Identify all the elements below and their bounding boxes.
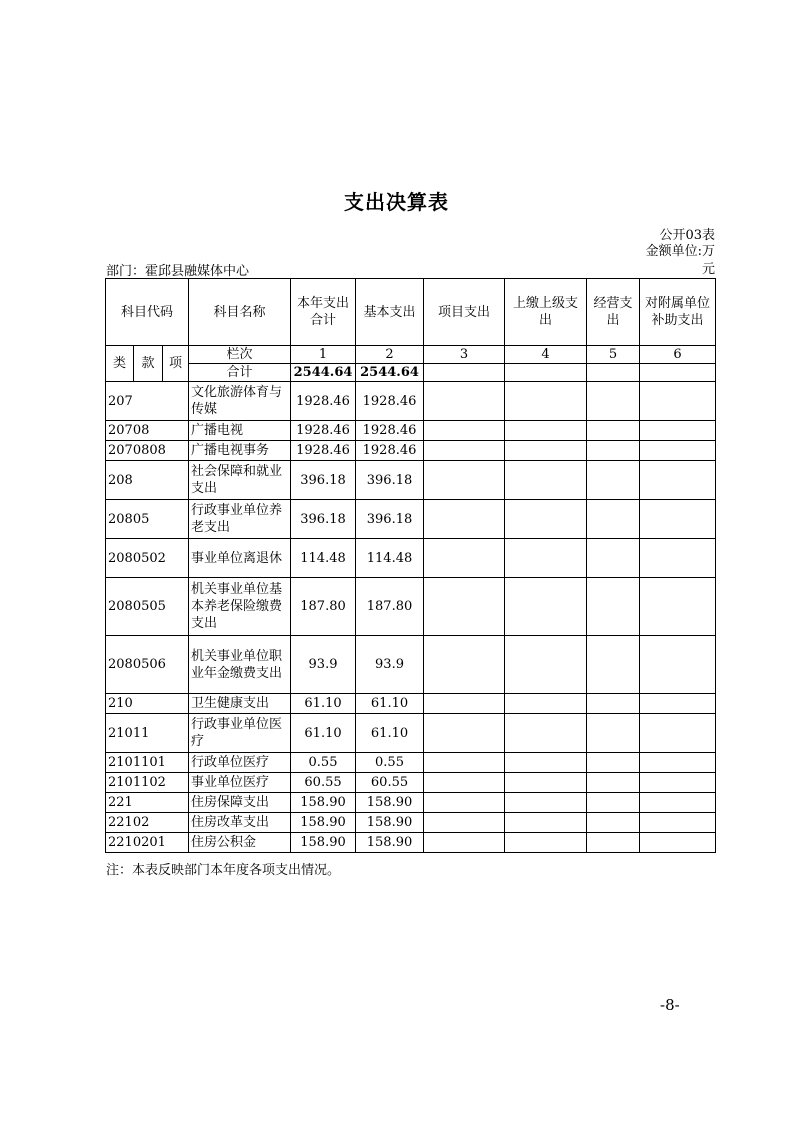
total-basic: 2544.64 [356,364,424,382]
business-amount [587,694,640,714]
col-number-5: 5 [587,346,640,364]
col-number-2: 2 [356,346,424,364]
subject-code: 2101102 [106,773,189,793]
header-row [106,279,716,346]
total-label: 合计 [189,364,291,382]
total-amount: 396.18 [291,500,356,539]
upper-amount [505,500,587,539]
subsidy-amount [640,773,716,793]
subsidy-amount [640,793,716,813]
project-amount [424,793,505,813]
subsidy-amount [640,753,716,773]
table-note: 注：本表反映部门本年度各项支出情况。 [106,863,341,878]
project-amount [424,441,505,461]
basic-amount: 396.18 [356,500,424,539]
business-amount [587,578,640,636]
subject-name: 住房保障支出 [189,793,291,813]
department-label: 部门：霍邱县融媒体中心 [106,264,250,279]
business-amount [587,833,640,853]
business-amount [587,382,640,421]
basic-amount: 1928.46 [356,421,424,441]
subsidy-amount [640,813,716,833]
total-amount: 0.55 [291,753,356,773]
business-amount [587,753,640,773]
upper-amount [505,421,587,441]
basic-amount: 114.48 [356,539,424,578]
upper-amount [505,773,587,793]
total-amount: 114.48 [291,539,356,578]
upper-amount [505,753,587,773]
header-xiang: 项 [163,346,189,382]
table-row [106,753,716,773]
table-row [106,441,716,461]
amount-unit-line1: 金额单位:万 [645,244,715,259]
business-amount [587,421,640,441]
header-lanci: 栏次 [189,346,291,364]
business-amount [587,461,640,500]
total-amount: 93.9 [291,636,356,694]
header-basic: 基本支出 [356,279,424,346]
subject-name: 广播电视事务 [189,441,291,461]
subject-code: 21011 [106,714,189,753]
subject-code: 221 [106,793,189,813]
header-lei: 类 [106,346,134,382]
subject-name: 行政事业单位养老支出 [189,500,291,539]
subsidy-amount [640,382,716,421]
upper-amount [505,578,587,636]
table-row [106,500,716,539]
col-number-6: 6 [640,346,716,364]
form-number: 公开03表 [659,228,715,243]
total-value: 2544.64 [291,364,356,382]
table-row [106,636,716,694]
basic-amount: 93.9 [356,636,424,694]
empty-cell [640,364,716,382]
subject-code: 2080505 [106,578,189,636]
table-row [106,539,716,578]
project-amount [424,833,505,853]
table-row [106,461,716,500]
basic-amount: 60.55 [356,773,424,793]
project-amount [424,753,505,773]
subsidy-amount [640,500,716,539]
table-row [106,813,716,833]
table-row [106,578,716,636]
subject-code: 2080502 [106,539,189,578]
subsidy-amount [640,714,716,753]
total-amount: 1928.46 [291,382,356,421]
subject-name: 事业单位医疗 [189,773,291,793]
subject-name: 卫生健康支出 [189,694,291,714]
header-project: 项目支出 [424,279,505,346]
subject-name: 社会保障和就业支出 [189,461,291,500]
business-amount [587,441,640,461]
project-amount [424,382,505,421]
upper-amount [505,636,587,694]
upper-amount [505,813,587,833]
basic-amount: 61.10 [356,694,424,714]
project-amount [424,421,505,441]
subject-name: 住房改革支出 [189,813,291,833]
project-amount [424,500,505,539]
header-upper: 上缴上级支出 [505,279,587,346]
table-row [106,833,716,853]
column-number-row [106,346,716,364]
project-amount [424,539,505,578]
header-subsidy: 对附属单位补助支出 [640,279,716,346]
subsidy-amount [640,636,716,694]
col-number-3: 3 [424,346,505,364]
project-amount [424,714,505,753]
subsidy-amount [640,461,716,500]
project-amount [424,578,505,636]
total-amount: 396.18 [291,461,356,500]
subject-code: 2080506 [106,636,189,694]
project-amount [424,694,505,714]
upper-amount [505,539,587,578]
subject-code: 2210201 [106,833,189,853]
basic-amount: 396.18 [356,461,424,500]
empty-cell [424,364,505,382]
subject-name: 文化旅游体育与传媒 [189,382,291,421]
total-amount: 61.10 [291,694,356,714]
total-amount: 158.90 [291,793,356,813]
subject-code: 20805 [106,500,189,539]
upper-amount [505,833,587,853]
subject-code: 207 [106,382,189,421]
subject-code: 22102 [106,813,189,833]
table-row [106,382,716,421]
upper-amount [505,793,587,813]
header-kuan: 款 [134,346,163,382]
subsidy-amount [640,441,716,461]
upper-amount [505,441,587,461]
subject-name: 住房公积金 [189,833,291,853]
project-amount [424,773,505,793]
project-amount [424,813,505,833]
page-title: 支出决算表 [344,190,449,214]
total-amount: 1928.46 [291,421,356,441]
header-name: 科目名称 [189,279,291,346]
table-row [106,793,716,813]
business-amount [587,793,640,813]
amount-unit-line2: 元 [701,262,715,277]
total-amount: 187.80 [291,578,356,636]
col-number-1: 1 [291,346,356,364]
subsidy-amount [640,694,716,714]
business-amount [587,773,640,793]
subject-code: 210 [106,694,189,714]
subject-name: 机关事业单位职业年金缴费支出 [189,636,291,694]
header-total: 本年支出合计 [291,279,356,346]
col-number-4: 4 [505,346,587,364]
total-amount: 60.55 [291,773,356,793]
basic-amount: 61.10 [356,714,424,753]
upper-amount [505,461,587,500]
subsidy-amount [640,421,716,441]
basic-amount: 158.90 [356,813,424,833]
basic-amount: 1928.46 [356,382,424,421]
table-row [106,694,716,714]
total-amount: 158.90 [291,813,356,833]
empty-cell [587,364,640,382]
basic-amount: 158.90 [356,793,424,813]
header-code: 科目代码 [106,279,189,346]
business-amount [587,500,640,539]
project-amount [424,636,505,694]
basic-amount: 1928.46 [356,441,424,461]
total-row [106,364,716,382]
subject-name: 广播电视 [189,421,291,441]
subject-code: 20708 [106,421,189,441]
upper-amount [505,382,587,421]
business-amount [587,539,640,578]
subsidy-amount [640,578,716,636]
subject-name: 事业单位离退休 [189,539,291,578]
subsidy-amount [640,539,716,578]
basic-amount: 0.55 [356,753,424,773]
total-amount: 158.90 [291,833,356,853]
upper-amount [505,694,587,714]
subsidy-amount [640,833,716,853]
total-amount: 1928.46 [291,441,356,461]
basic-amount: 158.90 [356,833,424,853]
subject-name: 行政事业单位医疗 [189,714,291,753]
expenditure-table [105,278,716,853]
page-number: -8- [660,996,680,1014]
header-business: 经营支出 [587,279,640,346]
subject-code: 2070808 [106,441,189,461]
total-amount: 61.10 [291,714,356,753]
subject-name: 机关事业单位基本养老保险缴费支出 [189,578,291,636]
empty-cell [505,364,587,382]
upper-amount [505,714,587,753]
basic-amount: 187.80 [356,578,424,636]
business-amount [587,714,640,753]
subject-name: 行政单位医疗 [189,753,291,773]
amount-unit [646,243,715,279]
table-row [106,421,716,441]
subject-code: 208 [106,461,189,500]
table-row [106,773,716,793]
business-amount [587,636,640,694]
business-amount [587,813,640,833]
project-amount [424,461,505,500]
subject-code: 2101101 [106,753,189,773]
table-row [106,714,716,753]
